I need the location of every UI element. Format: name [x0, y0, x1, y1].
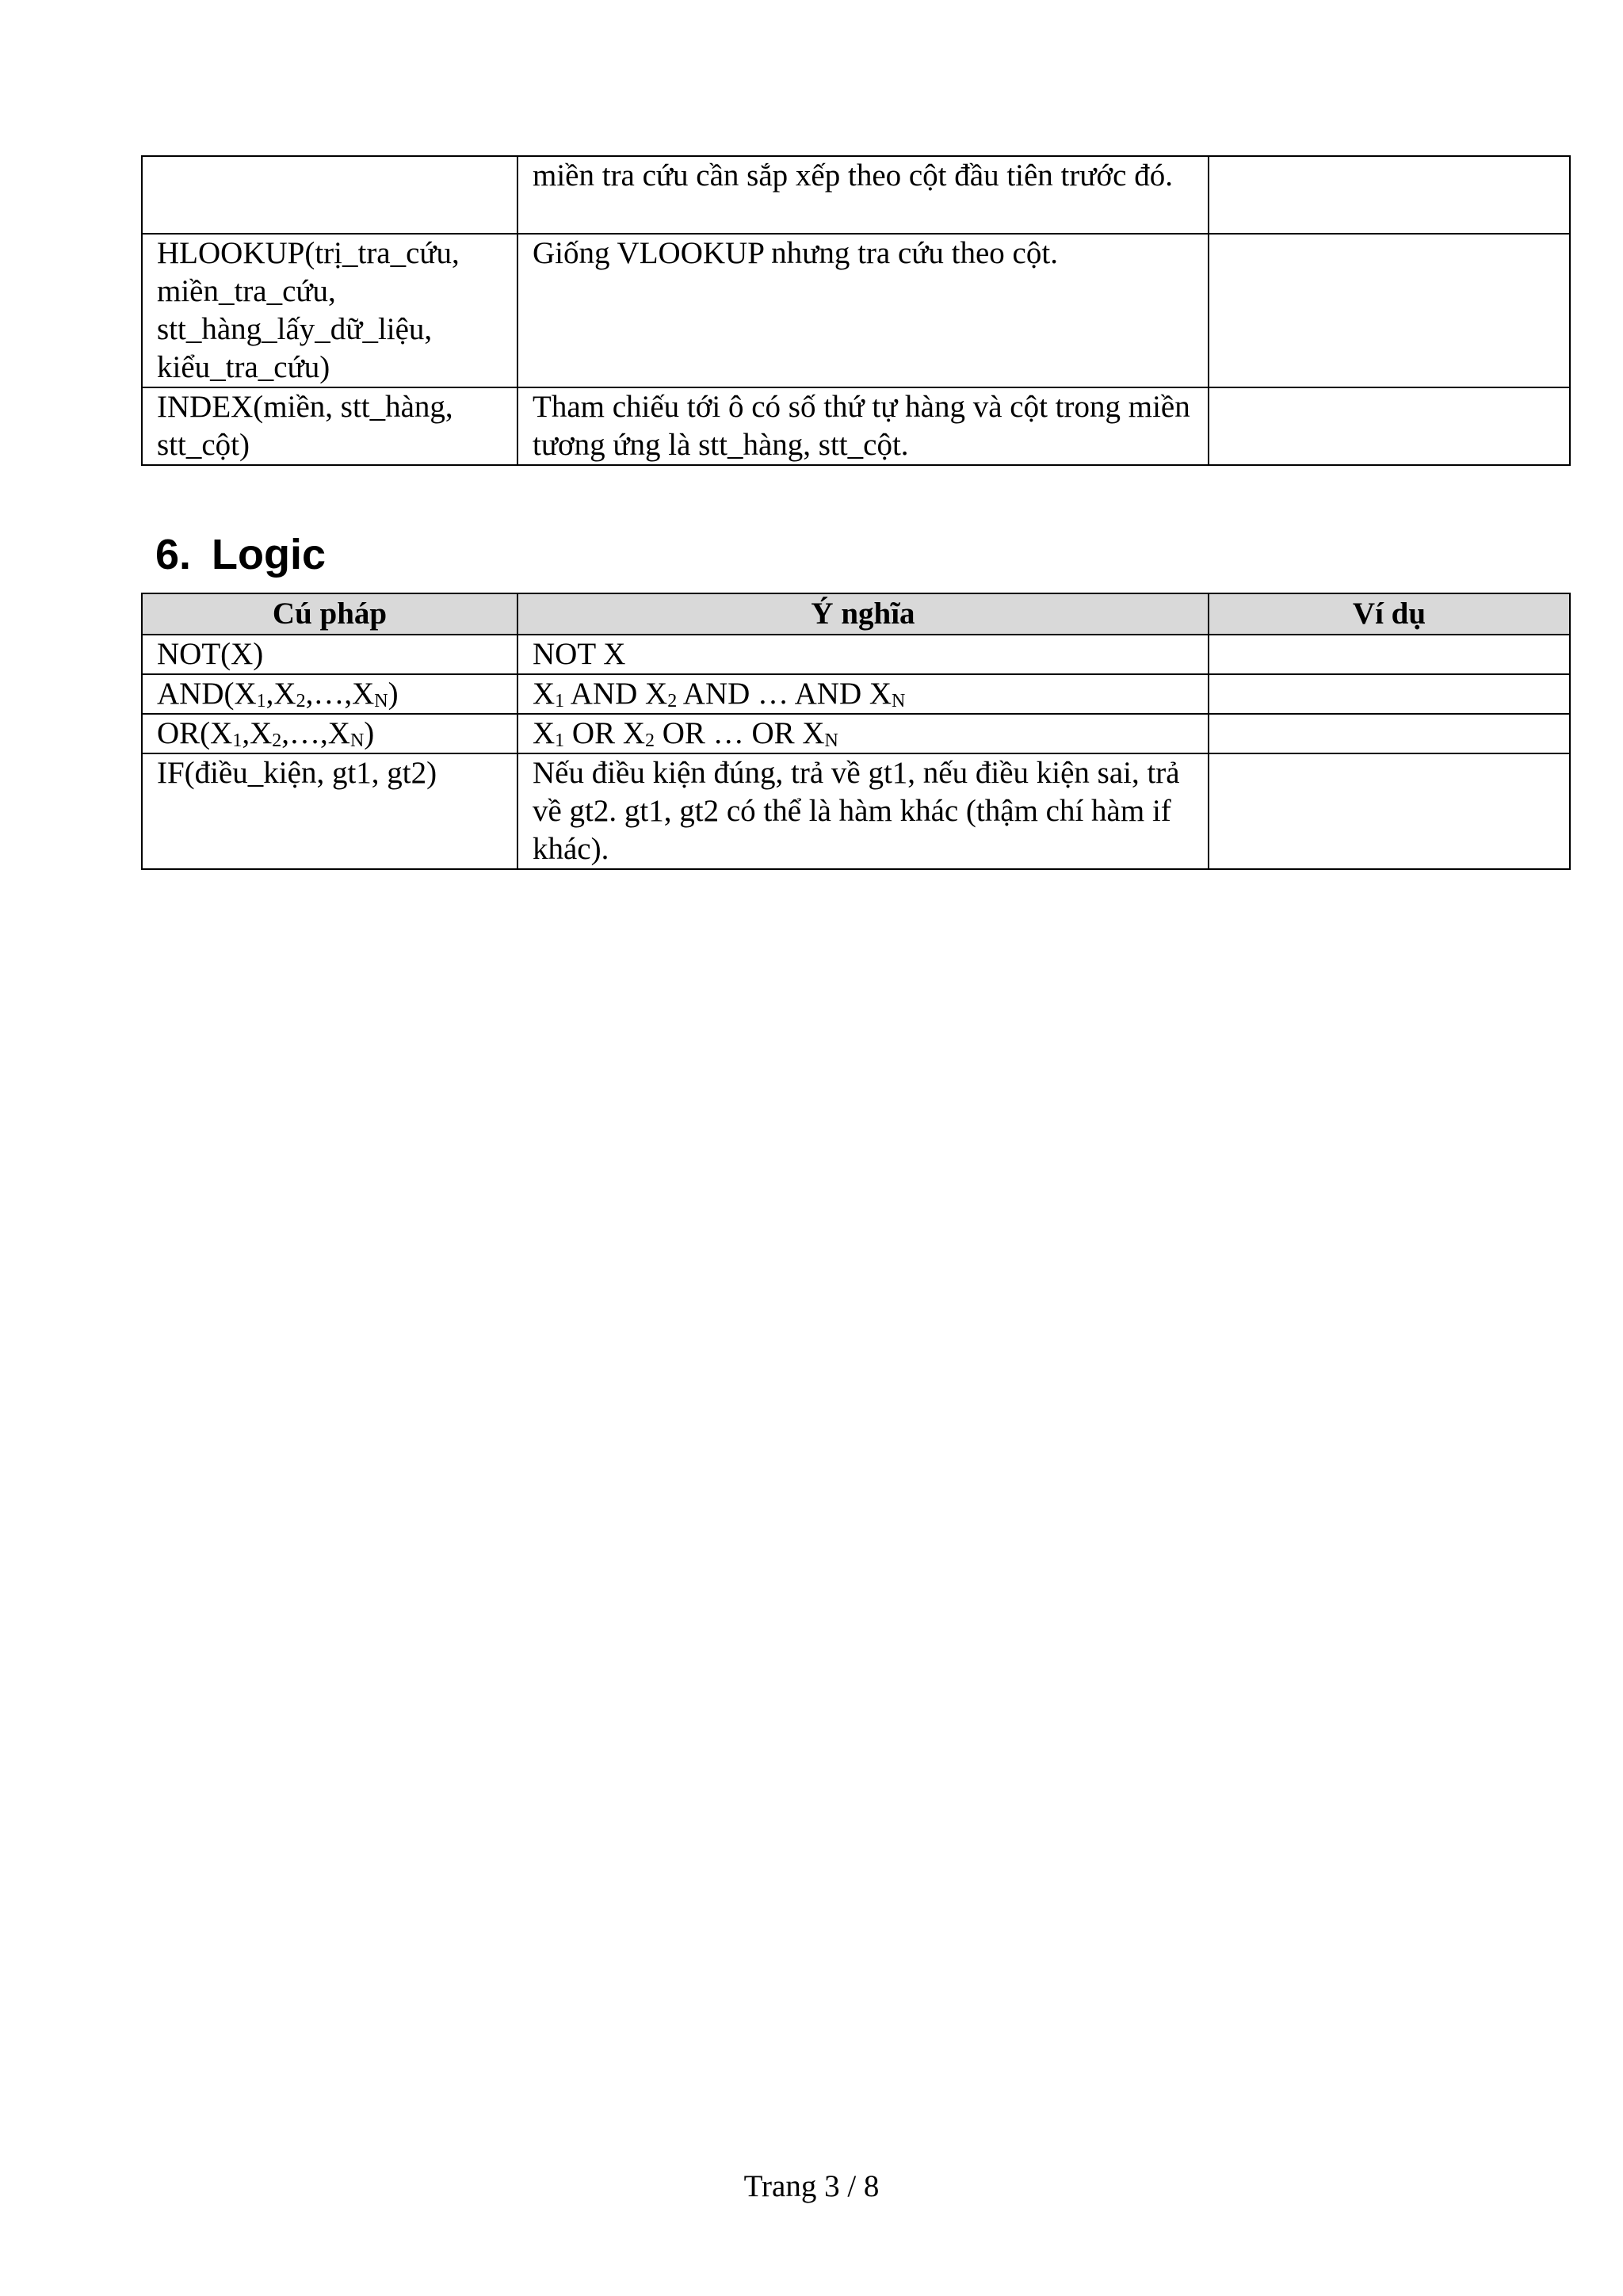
table-header-row	[142, 593, 1570, 635]
header-meaning: Ý nghĩa	[517, 593, 1209, 635]
meaning-cell: miền tra cứu cần sắp xếp theo cột đầu tiên trước đó.	[517, 156, 1209, 234]
syntax-cell: IF(điều_kiện, gt1, gt2)	[142, 753, 517, 869]
syntax-cell: $OR(X_1,X_2,\dots,X_N)$	[142, 714, 517, 753]
example-cell	[1209, 714, 1570, 753]
meaning-cell: Nếu điều kiện đúng, trả về gt1, nếu điều kiện sai, trả về gt2. gt1, gt2 có thể là hàm khác (thậm chí hàm if khác).	[517, 753, 1209, 869]
section-number: 6.	[155, 531, 192, 578]
example-cell	[1209, 753, 1570, 869]
syntax-cell: HLOOKUP(trị_tra_cứu, miền_tra_cứu, stt_hàng_lấy_dữ_liệu, kiểu_tra_cứu)	[142, 234, 517, 387]
section-heading-logic	[155, 529, 326, 580]
syntax-cell: $AND(X_1,X_2,\dots,X_N)$	[142, 674, 517, 714]
page-number: Trang 3 / 8	[743, 2169, 880, 2203]
example-cell	[1209, 387, 1570, 465]
table-row	[142, 714, 1570, 753]
logic-functions-table	[141, 593, 1571, 870]
meaning-cell: NOT X	[517, 635, 1209, 674]
example-cell	[1209, 234, 1570, 387]
syntax-cell: NOT(X)	[142, 635, 517, 674]
table-row	[142, 156, 1570, 234]
meaning-cell: $X_1$ OR $X_2$ OR … OR $X_N$	[517, 714, 1209, 753]
example-cell	[1209, 156, 1570, 234]
meaning-cell: $X_1$ AND $X_2$ AND … AND $X_N$	[517, 674, 1209, 714]
table-row	[142, 234, 1570, 387]
table-row	[142, 674, 1570, 714]
syntax-cell: INDEX(miền, stt_hàng, stt_cột)	[142, 387, 517, 465]
header-syntax: Cú pháp	[142, 593, 517, 635]
example-cell	[1209, 635, 1570, 674]
meaning-cell: Giống VLOOKUP nhưng tra cứu theo cột.	[517, 234, 1209, 387]
table-row	[142, 635, 1570, 674]
lookup-functions-table	[141, 155, 1571, 466]
table-row	[142, 387, 1570, 465]
section-title: Logic	[212, 531, 327, 578]
syntax-cell	[142, 156, 517, 234]
example-cell	[1209, 674, 1570, 714]
meaning-cell: Tham chiếu tới ô có số thứ tự hàng và cột trong miền tương ứng là stt_hàng, stt_cột.	[517, 387, 1209, 465]
header-example: Ví dụ	[1209, 593, 1570, 635]
table-row	[142, 753, 1570, 869]
